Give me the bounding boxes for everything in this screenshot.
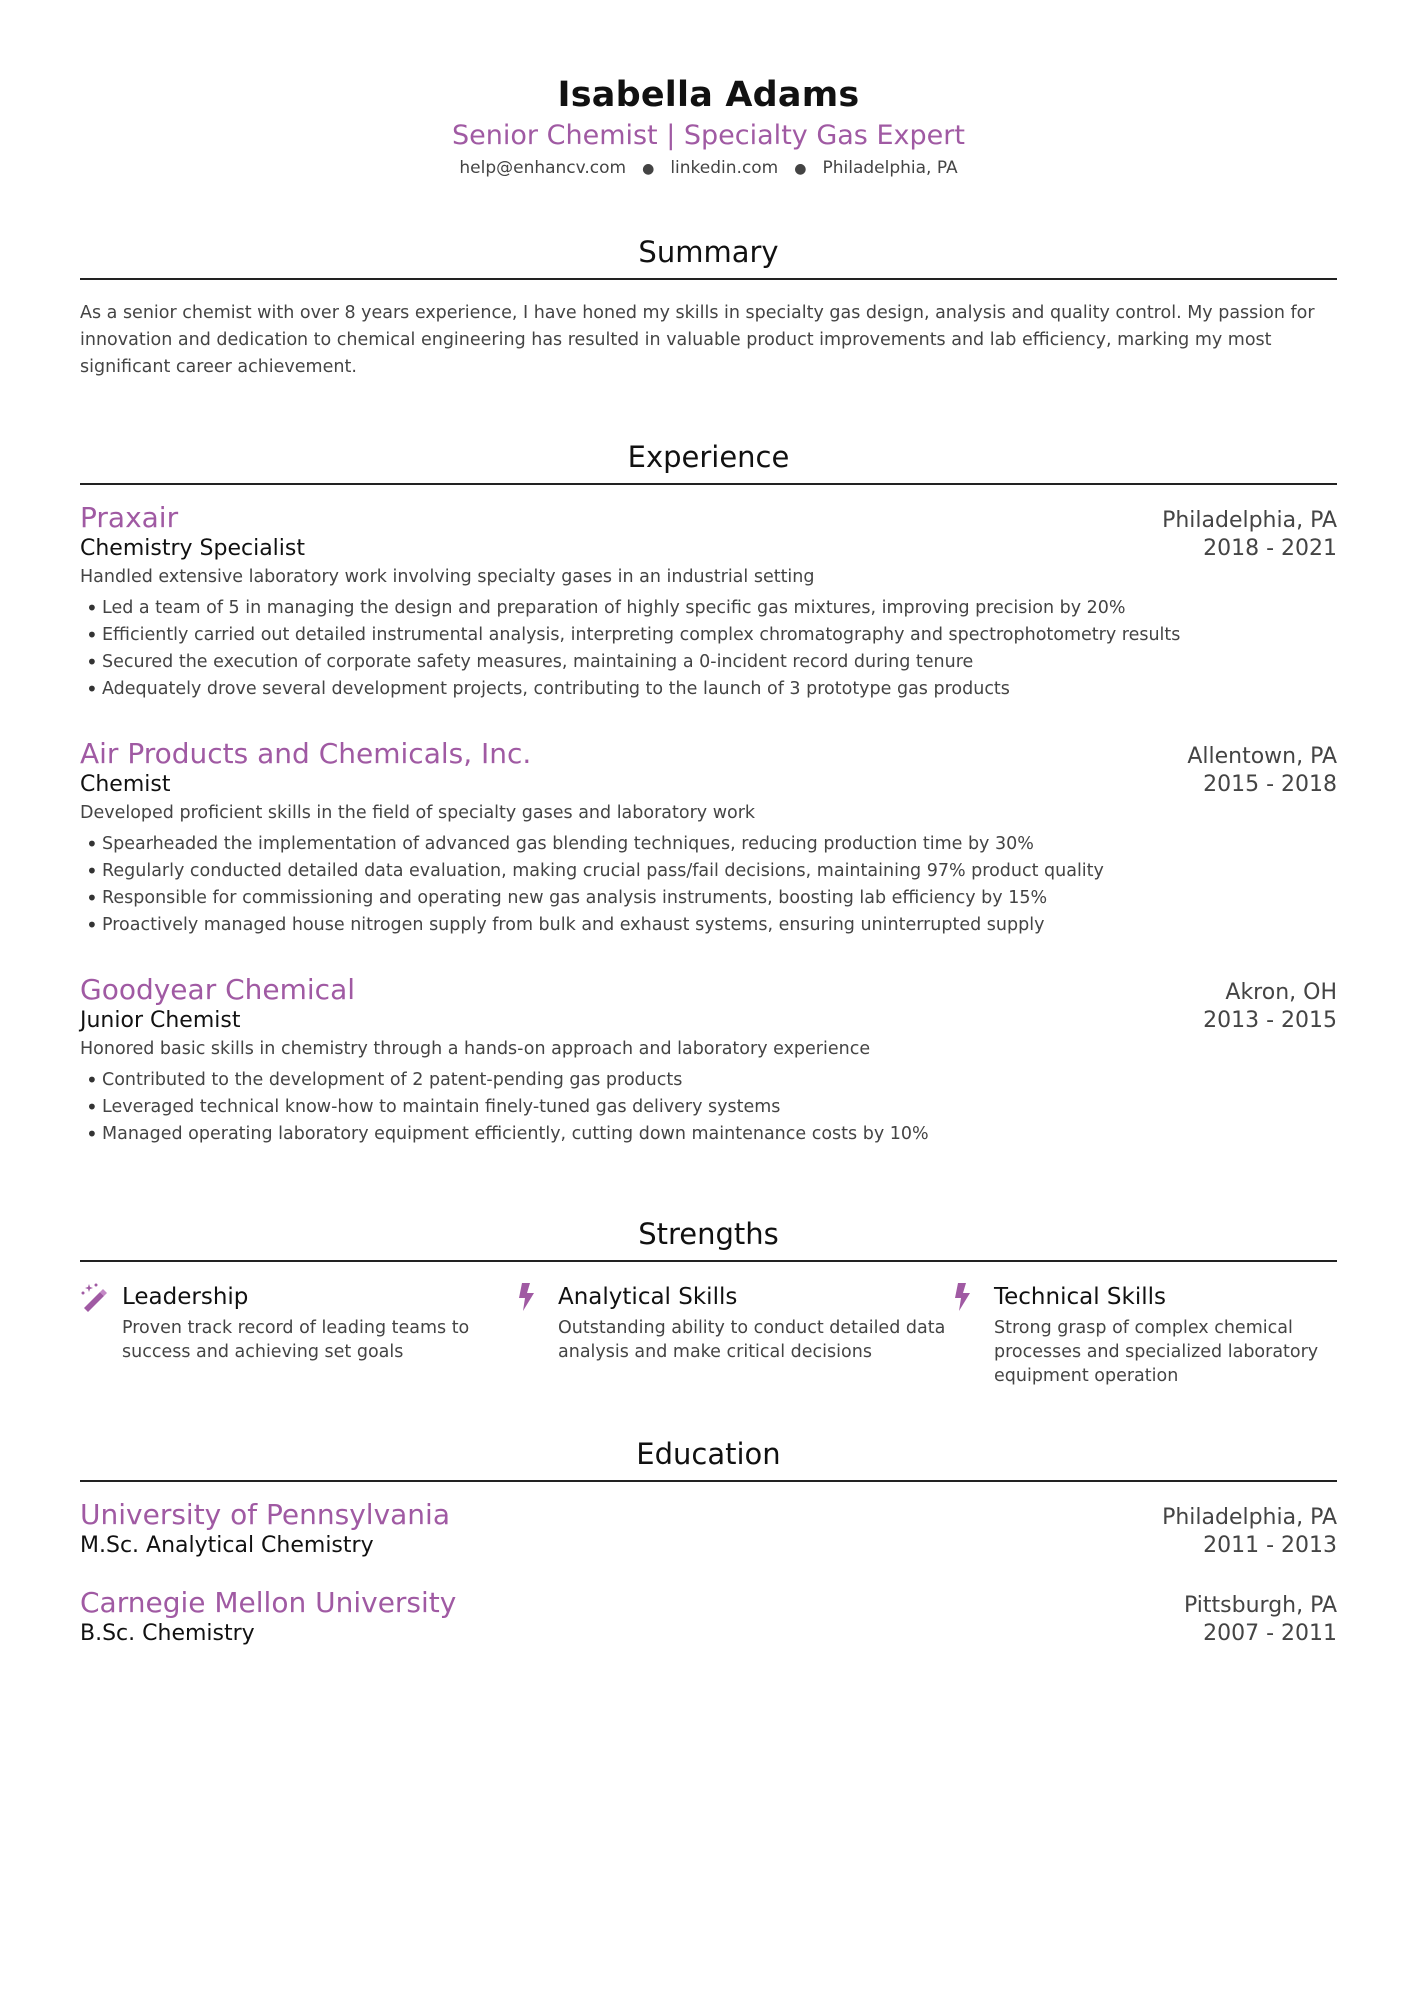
job-dates: 2015 - 2018 xyxy=(1203,772,1337,797)
strength-item xyxy=(516,1282,952,1388)
section-divider xyxy=(80,483,1337,485)
strengths-section xyxy=(80,1214,1337,1388)
school-name: University of Pennsylvania xyxy=(80,1498,450,1531)
list-item: • Secured the execution of corporate safety measures, maintaining a 0-incident record during tenure xyxy=(80,649,1337,676)
experience-heading: Experience xyxy=(627,440,790,474)
school-location: Philadelphia, PA xyxy=(1162,1505,1337,1530)
job-entry xyxy=(80,501,1337,703)
job-location: Philadelphia, PA xyxy=(1162,508,1337,533)
strength-title: Analytical Skills xyxy=(558,1284,738,1310)
school-location: Pittsburgh, PA xyxy=(1184,1593,1337,1618)
contact-line xyxy=(80,156,1337,180)
job-entry xyxy=(80,973,1337,1148)
strength-item xyxy=(952,1282,1337,1388)
candidate-title: Senior Chemist | Specialty Gas Expert xyxy=(452,120,965,151)
strength-description: Outstanding ability to conduct detailed data analysis and make critical decisions xyxy=(558,1318,946,1362)
education-entry xyxy=(80,1586,1337,1646)
section-divider xyxy=(80,1260,1337,1262)
list-item: • Contributed to the development of 2 patent-pending gas products xyxy=(80,1067,1337,1094)
job-role: Chemist xyxy=(80,772,171,797)
lightning-bolt-icon xyxy=(952,1282,994,1312)
magic-wand-icon xyxy=(80,1282,122,1312)
job-entry xyxy=(80,737,1337,939)
strength-description: Proven track record of leading teams to success and achieving set goals xyxy=(122,1318,470,1362)
summary-text: As a senior chemist with over 8 years experience, I have honed my skills in specialty gas design, analysis and quality control. My passion for innovation and dedication to chemical engineering has resulted in valuable product improvements and lab efficiency, marking my most significant career achievement. xyxy=(80,303,1315,377)
strength-title: Leadership xyxy=(122,1284,249,1310)
job-dates: 2018 - 2021 xyxy=(1203,536,1337,561)
list-item: • Adequately drove several development projects, contributing to the launch of 3 prototype gas products xyxy=(80,676,1337,703)
job-bullets xyxy=(80,1067,1337,1148)
job-bullets xyxy=(80,595,1337,703)
strengths-heading: Strengths xyxy=(638,1217,779,1251)
section-divider xyxy=(80,1480,1337,1482)
list-item: • Efficiently carried out detailed instrumental analysis, interpreting complex chromatography and spectrophotometry results xyxy=(80,622,1337,649)
separator-dot: ● xyxy=(794,161,807,177)
company-name: Goodyear Chemical xyxy=(80,973,356,1006)
strengths-grid xyxy=(80,1282,1337,1388)
experience-section xyxy=(80,437,1337,1148)
separator-dot: ● xyxy=(642,161,655,177)
list-item: • Leveraged technical know-how to maintain finely-tuned gas delivery systems xyxy=(80,1094,1337,1121)
job-location: Akron, OH xyxy=(1225,980,1337,1005)
list-item: • Responsible for commissioning and operating new gas analysis instruments, boosting lab efficiency by 15% xyxy=(80,885,1337,912)
summary-heading: Summary xyxy=(638,235,779,269)
resume-header xyxy=(80,72,1337,180)
company-name: Air Products and Chemicals, Inc. xyxy=(80,737,532,770)
linkedin-link[interactable]: linkedin.com xyxy=(670,158,779,178)
list-item: • Led a team of 5 in managing the design and preparation of highly specific gas mixtures, improving precision by 20% xyxy=(80,595,1337,622)
candidate-name: Isabella Adams xyxy=(557,75,860,115)
education-heading: Education xyxy=(636,1437,781,1471)
education-section xyxy=(80,1434,1337,1646)
education-entry xyxy=(80,1498,1337,1558)
job-role: Chemistry Specialist xyxy=(80,536,305,561)
list-item: • Managed operating laboratory equipment efficiently, cutting down maintenance costs by 10% xyxy=(80,1121,1337,1148)
resume-page xyxy=(80,0,1337,1646)
job-description: Handled extensive laboratory work involving specialty gases in an industrial setting xyxy=(80,567,815,587)
job-bullets xyxy=(80,831,1337,939)
job-dates: 2013 - 2015 xyxy=(1203,1008,1337,1033)
school-name: Carnegie Mellon University xyxy=(80,1586,457,1619)
strength-item xyxy=(80,1282,516,1388)
degree-name: M.Sc. Analytical Chemistry xyxy=(80,1533,374,1558)
company-name: Praxair xyxy=(80,501,179,534)
job-description: Developed proficient skills in the field of specialty gases and laboratory work xyxy=(80,803,756,823)
lightning-bolt-icon xyxy=(516,1282,558,1312)
email-link[interactable]: help@enhancv.com xyxy=(459,158,627,178)
list-item: • Regularly conducted detailed data evaluation, making crucial pass/fail decisions, maintaining 97% product quality xyxy=(80,858,1337,885)
job-location: Allentown, PA xyxy=(1187,744,1337,769)
strength-title: Technical Skills xyxy=(994,1284,1166,1310)
strength-description: Strong grasp of complex chemical processes and specialized laboratory equipment operation xyxy=(994,1318,1319,1386)
section-divider xyxy=(80,278,1337,280)
degree-name: B.Sc. Chemistry xyxy=(80,1621,255,1646)
location-text: Philadelphia, PA xyxy=(822,158,958,178)
education-dates: 2007 - 2011 xyxy=(1203,1621,1337,1646)
education-dates: 2011 - 2013 xyxy=(1203,1533,1337,1558)
list-item: • Spearheaded the implementation of advanced gas blending techniques, reducing production time by 30% xyxy=(80,831,1337,858)
job-role: Junior Chemist xyxy=(80,1008,241,1033)
list-item: • Proactively managed house nitrogen supply from bulk and exhaust systems, ensuring uninterrupted supply xyxy=(80,912,1337,939)
job-description: Honored basic skills in chemistry through a hands-on approach and laboratory experience xyxy=(80,1039,871,1059)
summary-section xyxy=(80,232,1337,381)
